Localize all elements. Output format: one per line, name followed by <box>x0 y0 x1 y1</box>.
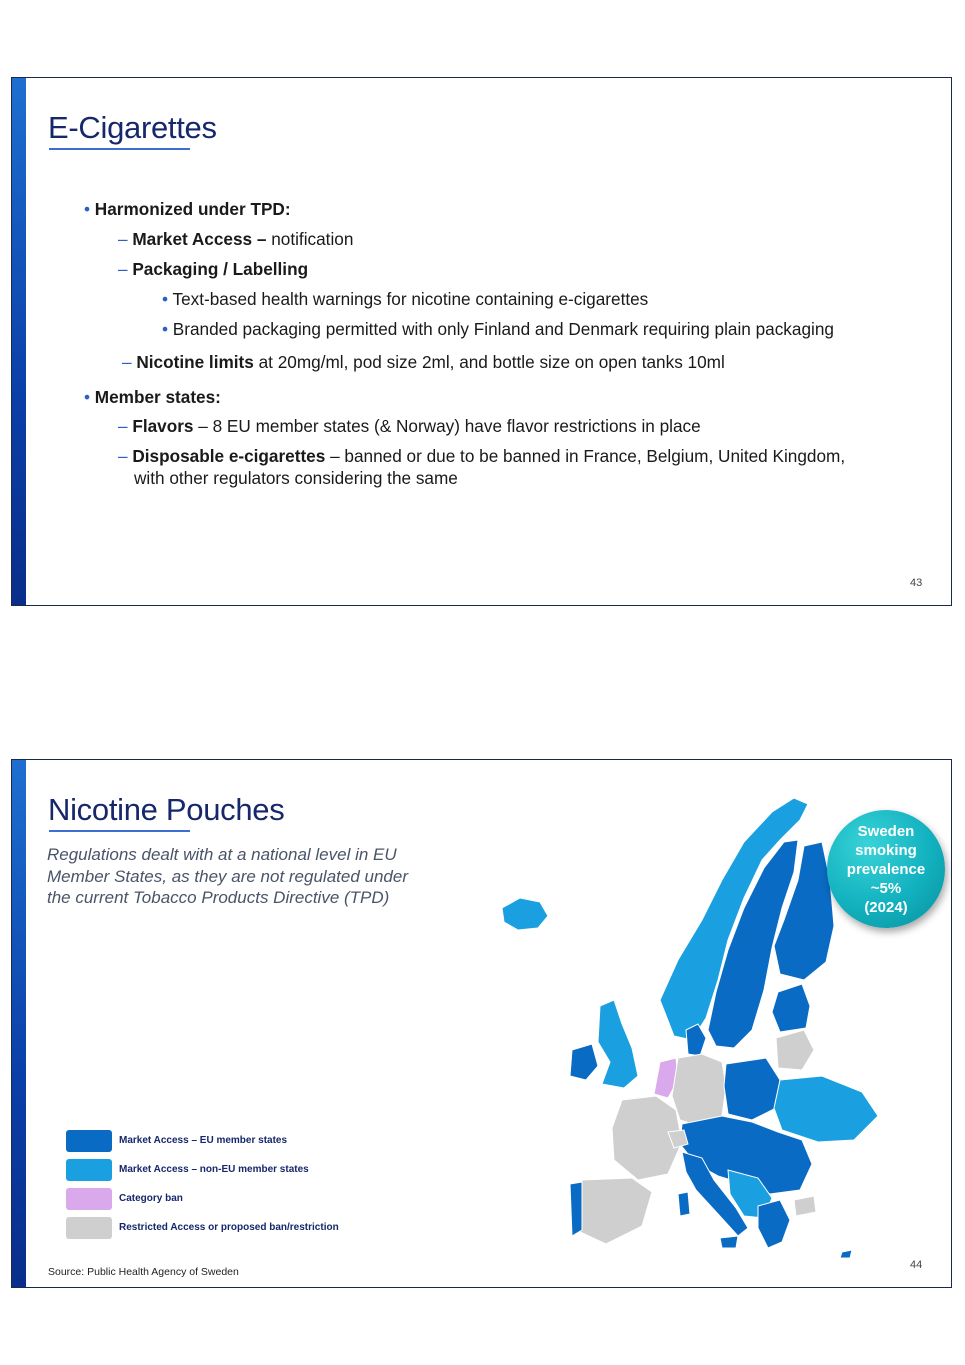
uk-region <box>598 1000 638 1088</box>
sardinia-region <box>678 1192 690 1216</box>
ukraine-region <box>774 1076 878 1142</box>
sicily-region <box>720 1236 738 1248</box>
slide-title: Nicotine Pouches <box>48 792 285 827</box>
list-item: – Flavors – 8 EU member states (& Norway) have flavor restrictions in place <box>118 416 701 436</box>
spain-region <box>576 1178 652 1244</box>
page-number: 43 <box>910 577 923 589</box>
slide-title: E-Cigarettes <box>48 110 217 145</box>
denmark-region <box>686 1024 706 1056</box>
legend-swatch <box>66 1217 112 1239</box>
page-number: 44 <box>910 1259 923 1271</box>
legend-item <box>66 1130 366 1152</box>
source-note: Source: Public Health Agency of Sweden <box>48 1266 239 1278</box>
sweden-prevalence-callout: Sweden smoking prevalence ~5% (2024) <box>827 810 945 928</box>
list-item: • Branded packaging permitted with only Finland and Denmark requiring plain packaging <box>162 319 834 339</box>
legend-item <box>66 1188 366 1210</box>
legend-swatch <box>66 1130 112 1152</box>
iceland-region <box>502 898 548 930</box>
list-item: • Member states: <box>84 387 221 407</box>
list-item: – Packaging / Labelling <box>118 259 309 279</box>
slide-accent-bar <box>12 760 26 1287</box>
slide-ecigarettes <box>11 77 952 606</box>
title-underline <box>49 830 190 832</box>
slide-accent-bar <box>12 78 26 605</box>
list-item: • Harmonized under TPD: <box>84 199 291 219</box>
legend-label: Restricted Access or proposed ban/restriction <box>119 1222 339 1233</box>
legend-label: Category ban <box>119 1193 183 1204</box>
legend-item <box>66 1217 366 1239</box>
turkey-region <box>794 1196 816 1216</box>
title-underline <box>49 148 190 150</box>
list-item: – Disposable e-cigarettes – banned or due to be banned in France, Belgium, United Kingdom, <box>118 446 846 466</box>
portugal-region <box>570 1182 582 1236</box>
list-item: – Market Access – notification <box>118 229 354 249</box>
list-item: – Nicotine limits at 20mg/ml, pod size 2ml, and bottle size on open tanks 10ml <box>122 352 725 372</box>
belarus-region <box>776 1030 814 1070</box>
legend-item <box>66 1159 366 1181</box>
legend-label: Market Access – EU member states <box>119 1135 288 1146</box>
list-item: • Text-based health warnings for nicotine containing e-cigarettes <box>162 289 649 309</box>
legend-label: Market Access – non-EU member states <box>119 1164 309 1175</box>
slide-subtitle: Regulations dealt with at a national level in EU Member States, as they are not regulated under the current Tobacco Products Directive (TPD) <box>47 845 408 907</box>
baltics-region <box>772 984 810 1032</box>
ireland-region <box>570 1044 598 1080</box>
legend-swatch <box>66 1188 112 1210</box>
cyprus-region <box>840 1250 852 1258</box>
list-item-continuation: with other regulators considering the same <box>134 468 458 488</box>
germany-region <box>672 1054 726 1126</box>
slide-nicotine-pouches <box>11 759 952 1288</box>
legend-swatch <box>66 1159 112 1181</box>
greece-region <box>758 1200 790 1248</box>
poland-region <box>724 1058 780 1120</box>
